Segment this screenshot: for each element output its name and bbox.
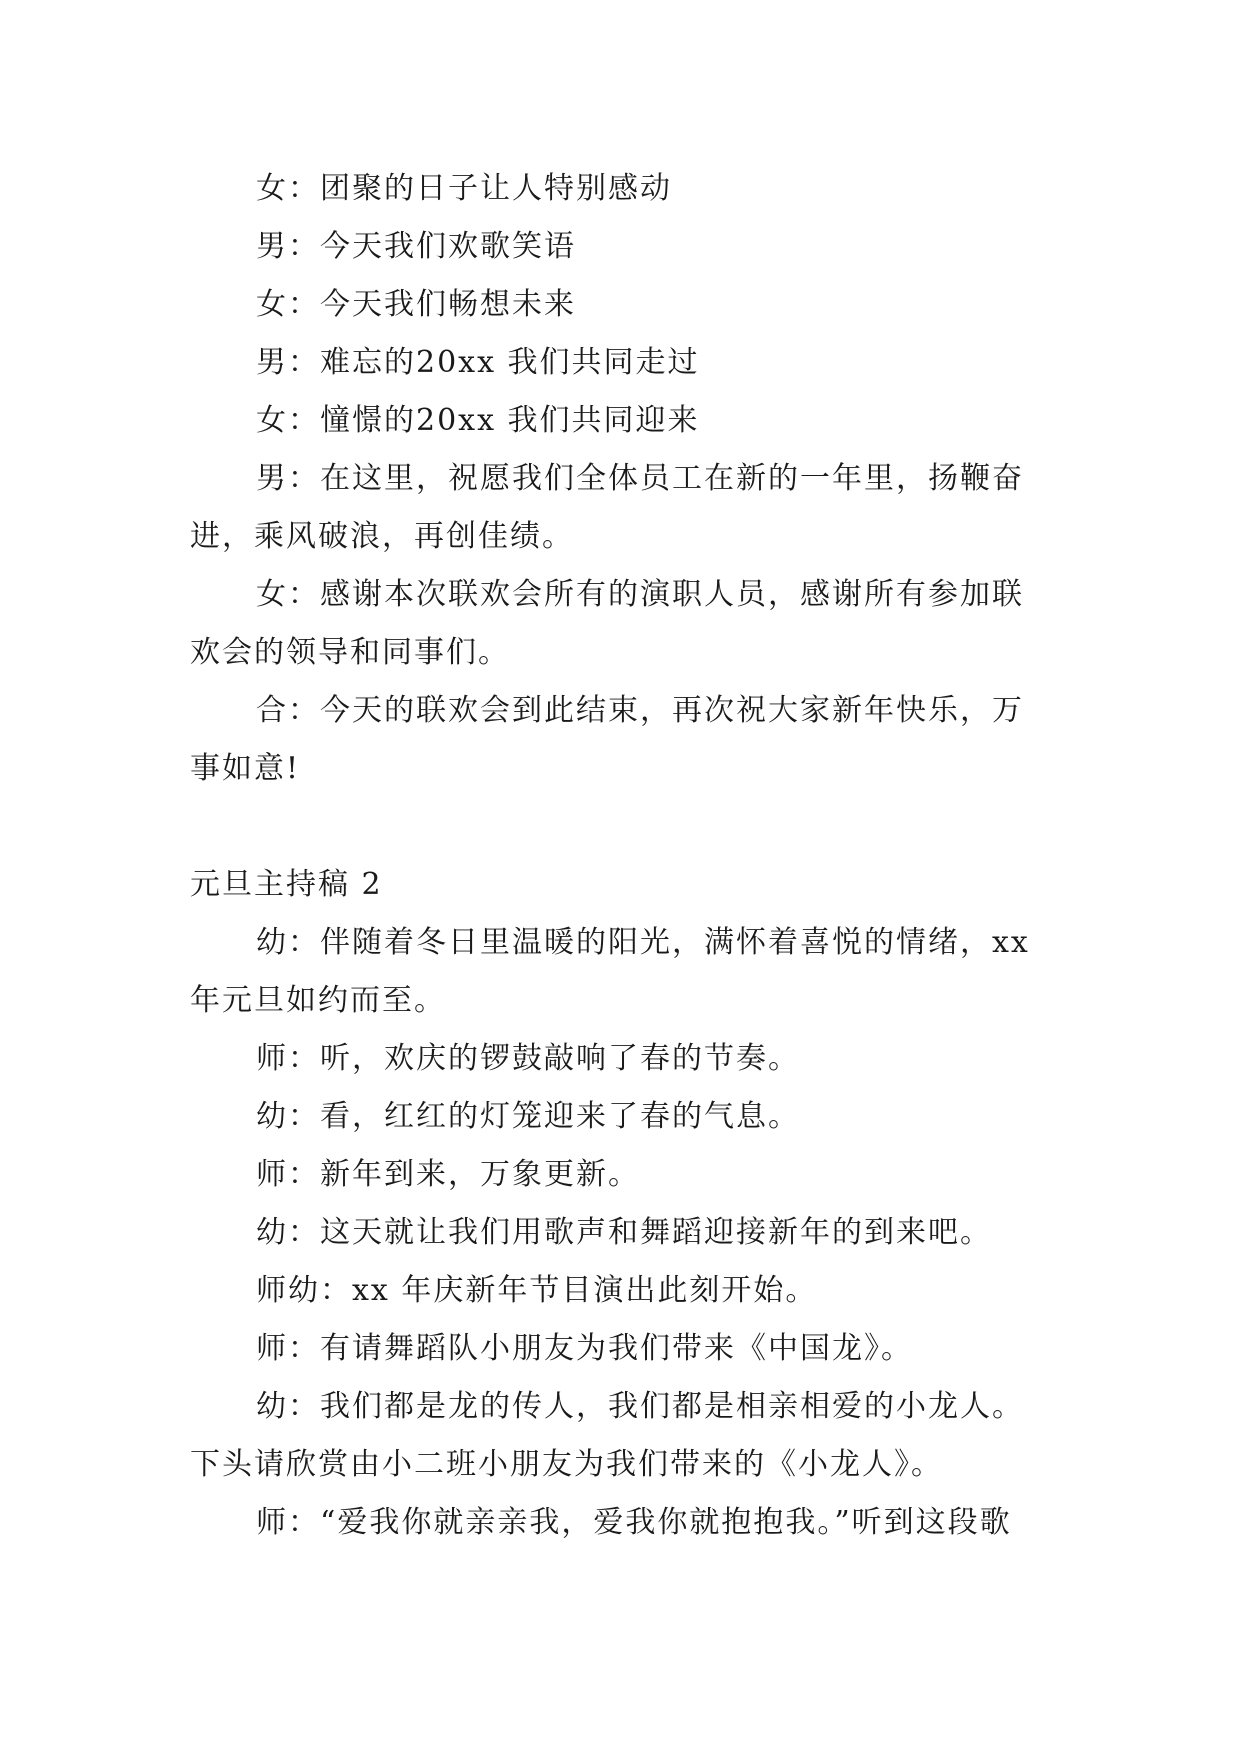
dialogue-line: 师幼：xx 年庆新年节目演出此刻开始。 xyxy=(256,1273,818,1308)
document-body xyxy=(190,160,1050,1552)
section-title: 元旦主持稿 2 xyxy=(190,867,383,902)
dialogue-line: 师：“爱我你就亲亲我，爱我你就抱抱我。”听到这段歌 xyxy=(256,1505,1012,1540)
dialogue-line: 男：难忘的20xx 我们共同走过 xyxy=(256,345,700,380)
dialogue-line-continued: 欢会的领导和同事们。 xyxy=(190,635,510,670)
dialogue-line: 幼：这天就让我们用歌声和舞蹈迎接新年的到来吧。 xyxy=(256,1215,992,1250)
dialogue-line: 幼：伴随着冬日里温暖的阳光，满怀着喜悦的情绪，xx xyxy=(256,925,1030,960)
dialogue-line: 女：憧憬的20xx 我们共同迎来 xyxy=(256,403,700,438)
dialogue-line: 合：今天的联欢会到此结束，再次祝大家新年快乐，万 xyxy=(256,693,1024,728)
dialogue-line: 男：在这里，祝愿我们全体员工在新的一年里，扬鞭奋 xyxy=(256,461,1024,496)
dialogue-line: 男：今天我们欢歌笑语 xyxy=(256,229,576,264)
dialogue-line: 师：新年到来，万象更新。 xyxy=(256,1157,640,1192)
dialogue-line: 师：听，欢庆的锣鼓敲响了春的节奏。 xyxy=(256,1041,800,1076)
dialogue-line: 幼：我们都是龙的传人，我们都是相亲相爱的小龙人。 xyxy=(256,1389,1024,1424)
dialogue-line: 女：今天我们畅想未来 xyxy=(256,287,576,322)
dialogue-line: 女：团聚的日子让人特别感动 xyxy=(256,171,672,206)
dialogue-line-continued: 事如意! xyxy=(190,751,301,786)
dialogue-line: 女：感谢本次联欢会所有的演职人员，感谢所有参加联 xyxy=(256,577,1024,612)
dialogue-line: 幼：看，红红的灯笼迎来了春的气息。 xyxy=(256,1099,800,1134)
dialogue-line: 师：有请舞蹈队小朋友为我们带来《中国龙》。 xyxy=(256,1331,913,1366)
dialogue-line-continued: 年元旦如约而至。 xyxy=(190,983,446,1018)
section-spacer xyxy=(190,798,1050,856)
dialogue-line-continued: 下头请欣赏由小二班小朋友为我们带来的《小龙人》。 xyxy=(190,1447,943,1482)
dialogue-line-continued: 进，乘风破浪，再创佳绩。 xyxy=(190,519,574,554)
